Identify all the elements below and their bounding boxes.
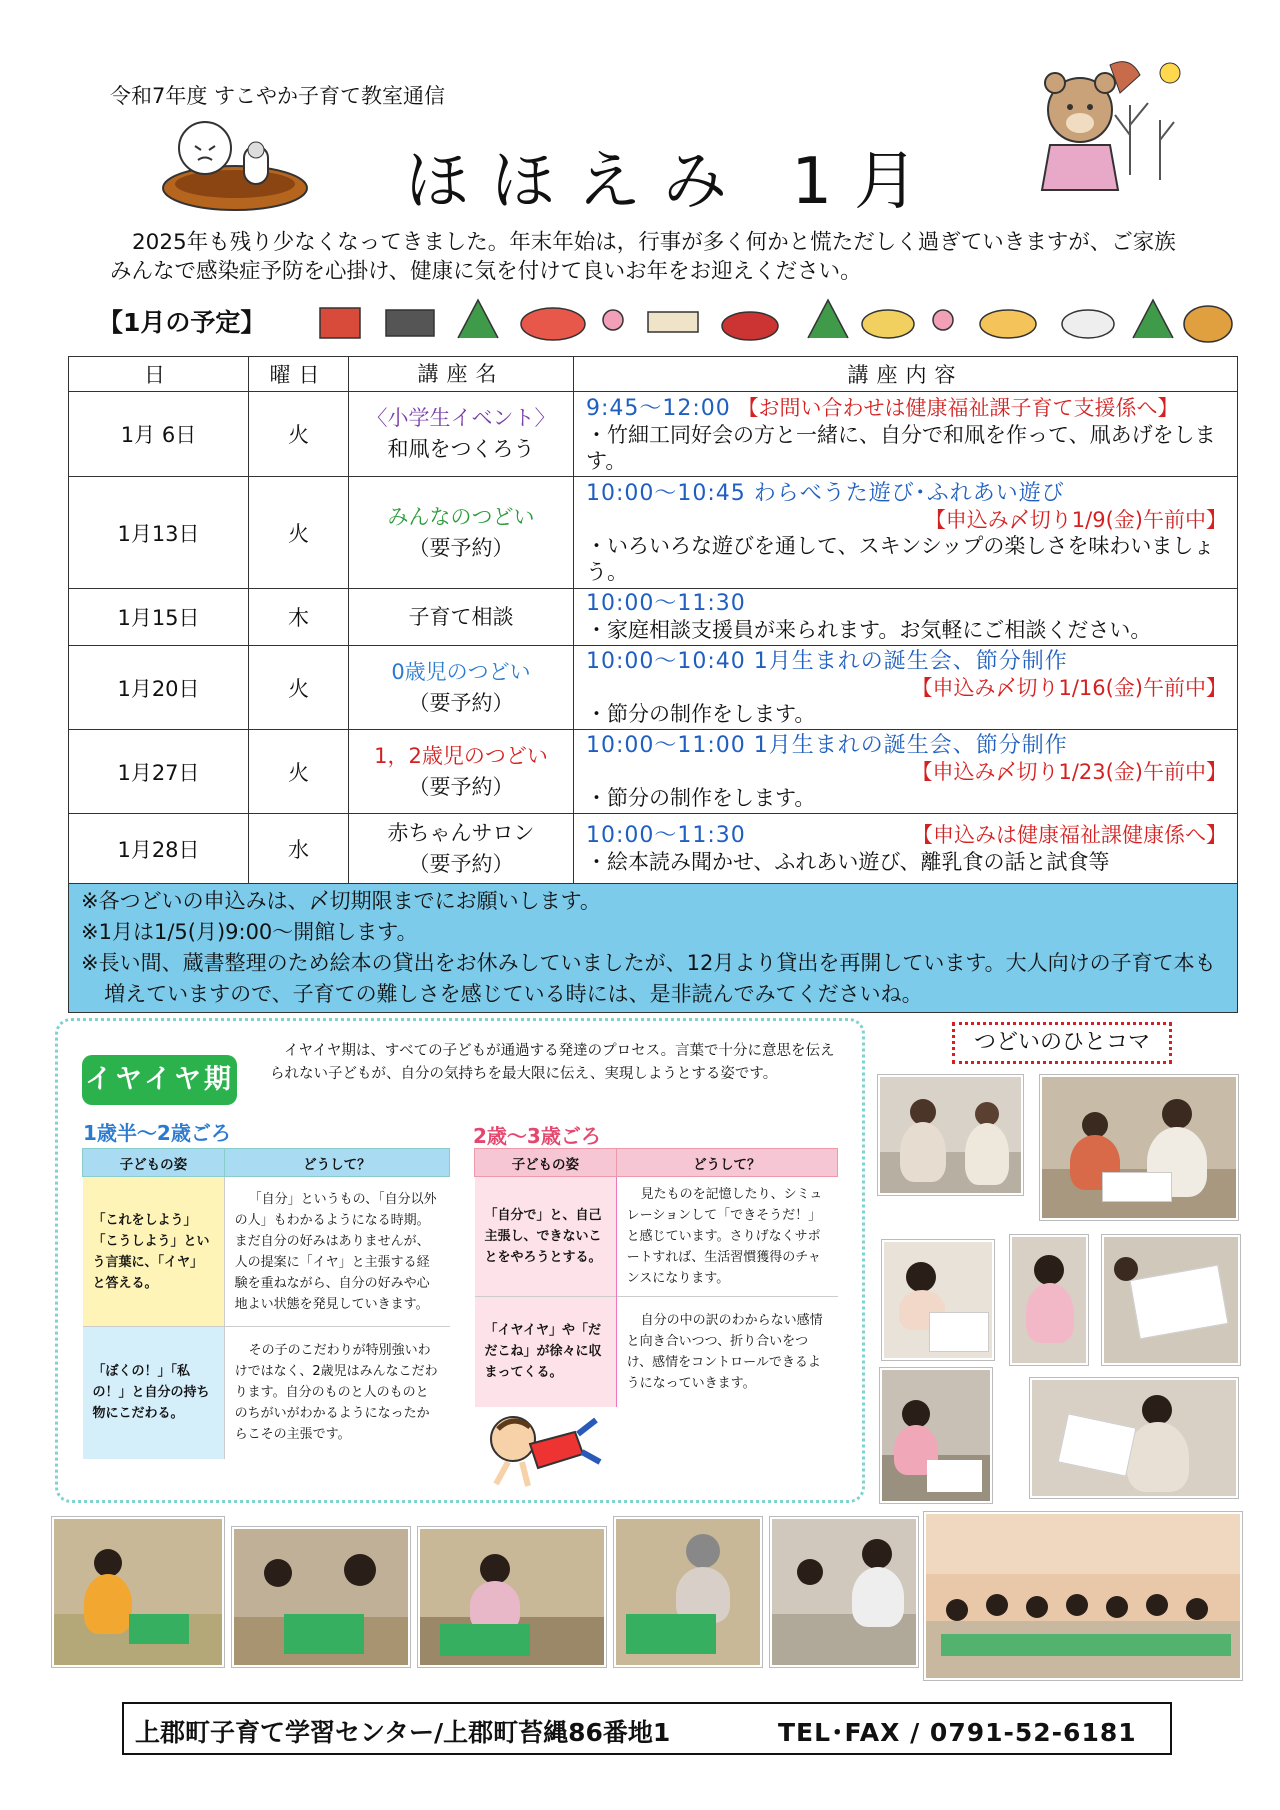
- row-detail: [574, 814, 1238, 884]
- col-header-why: どうして？: [224, 1149, 449, 1177]
- row-course: [349, 730, 574, 814]
- event-photo: [52, 1517, 224, 1667]
- reason: 見たものを記憶したり、シミュレーションして「できそうだ！」と感じています。さりげなくサポートすれば、生活習慣獲得のチャンスになります。: [616, 1177, 837, 1297]
- gallery-heading: つどいのひとコマ: [952, 1022, 1172, 1064]
- event-photo: [1102, 1235, 1240, 1365]
- col-header-detail: 講座内容: [574, 357, 1238, 392]
- row-weekday: 火: [249, 646, 349, 730]
- table-row: [475, 1177, 838, 1297]
- child-behavior: 「ぼくの！」「私の！」と自分の持ち物にこだわる。: [83, 1327, 225, 1459]
- table-row: [83, 1177, 450, 1327]
- row-course: [349, 392, 574, 477]
- event-photo: [1010, 1235, 1088, 1365]
- event-description: ・節分の制作をします。: [586, 785, 816, 810]
- event-time: 10:00～10:45 わらべうた遊び･ふれあい遊び: [586, 480, 1065, 506]
- event-photo: [880, 1368, 992, 1503]
- newsletter-subtitle: 令和7年度 すこやか子育て教室通信: [110, 84, 446, 108]
- iyaiya-description: イヤイヤ期は、すべての子どもが通過する発達のプロセス。言葉で十分に意思を伝えられない子どもが、自分の気持ちを最大限に伝え、実現しようとする姿です。: [270, 1043, 835, 1082]
- note-line: ※各つどいの申込みは、〆切期限までにお願いします。: [81, 889, 601, 913]
- col-header-day: 日: [69, 357, 249, 392]
- row-day: 1月20日: [69, 646, 249, 730]
- event-photo: [882, 1240, 994, 1360]
- row-detail: [574, 589, 1238, 646]
- event-time: 10:00～11:00 1月生まれの誕生会、節分制作: [586, 732, 1068, 758]
- event-description: ・いろいろな遊びを通して、スキンシップの楽しさを味わいましょう。: [586, 533, 1215, 584]
- event-description: ・竹細工同好会の方と一緒に、自分で和凧を作って、凧あげをします。: [586, 422, 1216, 473]
- event-description: ・節分の制作をします。: [586, 701, 816, 726]
- course-sub: （要予約）: [408, 535, 514, 560]
- col-header-child: 子どもの姿: [83, 1149, 225, 1177]
- event-time: 10:00～10:40 1月生まれの誕生会、節分制作: [586, 648, 1068, 674]
- col-header-weekday: 曜日: [249, 357, 349, 392]
- row-day: 1月15日: [69, 589, 249, 646]
- table-row: [69, 392, 1238, 477]
- course-name: 赤ちゃんサロン: [387, 820, 535, 845]
- event-photo: [878, 1075, 1023, 1195]
- row-detail: [574, 392, 1238, 477]
- course-name: みんなのつどい: [387, 504, 535, 529]
- footer-address: 上郡町子育て学習センター/上郡町苔縄86番地1: [135, 1718, 671, 1747]
- table-row: [69, 589, 1238, 646]
- row-day: 1月27日: [69, 730, 249, 814]
- event-time: 10:00～11:30: [586, 591, 746, 616]
- age-table-1: [82, 1148, 450, 1459]
- child-behavior: 「これをしよう」「こうしよう」という言葉に、「イヤ」と答える。: [83, 1177, 225, 1327]
- note-line: ※1月は1/5(月)9:00～開館します。: [81, 920, 418, 944]
- course-sub: 和凧をつくろう: [387, 437, 535, 461]
- new-year-food-illustrations: [318, 290, 1238, 348]
- age-table-2: [474, 1148, 838, 1407]
- row-day: 1月 6日: [69, 392, 249, 477]
- age-heading-2: 2歳～3歳ごろ: [473, 1124, 601, 1148]
- course-sub: （要予約）: [408, 774, 514, 799]
- note-line: ※長い間、蔵書整理のため絵本の貸出をお休みしていましたが、12月より貸出を再開しています。大人向けの子育て本も増えていますので、子育ての難しさを感じている時には、是非読んでみてくださいね。: [81, 951, 1216, 1006]
- event-time: 9:45～12:00: [586, 395, 731, 421]
- row-weekday: 火: [249, 730, 349, 814]
- page-title: ほほえみ 1月: [405, 145, 941, 219]
- row-course: [349, 646, 574, 730]
- course-sub: （要予約）: [408, 851, 514, 876]
- row-weekday: 木: [249, 589, 349, 646]
- event-description: ・絵本読み聞かせ、ふれあい遊び、離乳食の話と試食等: [586, 850, 1110, 874]
- contact-note: 【お問い合わせは健康福祉課子育て支援係へ】: [737, 395, 1179, 420]
- notes-cell: [69, 884, 1238, 1013]
- intro-text: 2025年も残り少なくなってきました。年末年始は，行事が多く何かと慌ただしく過ぎていきますが、ご家族みんなで感染症予防を心掛け、健康に気を付けて良いお年をお迎えください。: [110, 230, 1176, 284]
- event-description: ・家庭相談支援員が来られます。お気軽にご相談ください。: [586, 618, 1152, 642]
- table-row: [69, 814, 1238, 884]
- reason: その子のこだわりが特別強いわけではなく、2歳児はみんなこだわります。自分のものと人のものとのちがいがわかるようになったからこその主張です。: [224, 1327, 449, 1459]
- row-course: [349, 589, 574, 646]
- row-day: 1月28日: [69, 814, 249, 884]
- row-detail: [574, 477, 1238, 589]
- onsen-illustration: [160, 118, 310, 213]
- course-name: 0歳児のつどい: [391, 659, 531, 684]
- table-row: [69, 477, 1238, 589]
- row-weekday: 火: [249, 477, 349, 589]
- row-detail: [574, 730, 1238, 814]
- course-sub: （要予約）: [408, 690, 514, 715]
- event-photo: [1040, 1075, 1238, 1220]
- footer-tel: TEL･FAX / 0791-52-6181: [778, 1718, 1137, 1747]
- table-row: [69, 730, 1238, 814]
- table-row: [69, 646, 1238, 730]
- deadline-note: 【申込み〆切り1/23(金)午前中】: [911, 759, 1227, 784]
- event-photo: [770, 1517, 918, 1667]
- row-day: 1月13日: [69, 477, 249, 589]
- course-name: 1，2歳児のつどい: [374, 743, 548, 768]
- col-header-course: 講座名: [349, 357, 574, 392]
- notes-row: [69, 884, 1238, 1013]
- schedule-heading: 【1月の予定】: [98, 308, 266, 337]
- event-photo: [1030, 1378, 1238, 1498]
- contact-note: 【申込みは健康福祉課健康係へ】: [912, 823, 1227, 847]
- event-photo: [232, 1527, 410, 1667]
- row-course: [349, 814, 574, 884]
- row-course: [349, 477, 574, 589]
- col-header-child: 子どもの姿: [475, 1149, 617, 1177]
- row-weekday: 火: [249, 392, 349, 477]
- schedule-table: [68, 356, 1238, 1013]
- child-behavior: 「自分で」と、自己主張し、できないことをやろうとする。: [475, 1177, 617, 1297]
- deadline-note: 【申込み〆切り1/9(金)午前中】: [924, 507, 1227, 532]
- age-heading-1: 1歳半～2歳ごろ: [83, 1121, 231, 1145]
- table-row: [475, 1297, 838, 1407]
- table-row: [83, 1327, 450, 1459]
- reason: 自分の中の訳のわからない感情と向き合いつつ、折り合いをつけ、感情をコントロールできるようになっていきます。: [616, 1297, 837, 1407]
- bear-illustration: [1010, 55, 1210, 195]
- row-detail: [574, 646, 1238, 730]
- iyaiya-badge: イヤイヤ期: [82, 1055, 237, 1105]
- child-behavior: 「イヤイヤ」や「だだこね」が徐々に収まってくる。: [475, 1297, 617, 1407]
- course-name: 子育て相談: [408, 604, 514, 629]
- event-time: 10:00～11:30: [586, 823, 746, 848]
- col-header-why: どうして？: [616, 1149, 837, 1177]
- deadline-note: 【申込み〆切り1/16(金)午前中】: [911, 675, 1227, 700]
- event-photo: [418, 1527, 606, 1667]
- tantrum-child-illustration: [478, 1404, 603, 1494]
- event-photo: [614, 1517, 762, 1667]
- course-name: 〈小学生イベント〉: [366, 406, 556, 430]
- row-weekday: 水: [249, 814, 349, 884]
- reason: 「自分」というもの、「自分以外の人」もわかるようになる時期。まだ自分の好みはありませんが、人の提案に「イヤ」と主張する経験を重ねながら、自分の好みや心地よい状態を発見していきます。: [224, 1177, 449, 1327]
- group-photo: [924, 1512, 1242, 1680]
